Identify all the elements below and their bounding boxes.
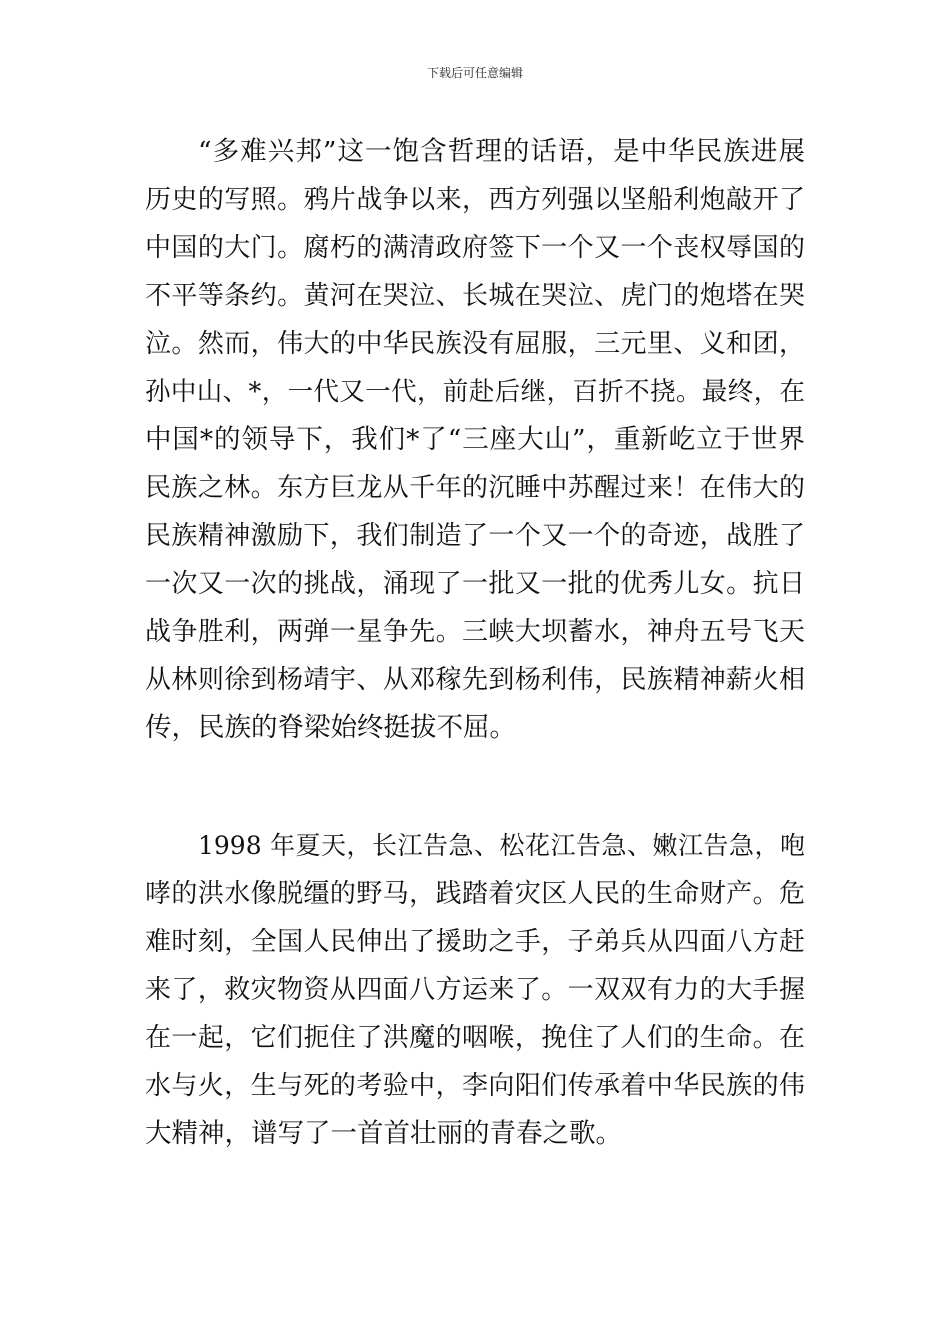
paragraph-line: 民族之林。东方巨龙从千年的沉睡中苏醒过来！在伟大的 [145, 473, 805, 503]
header-note: 下载后可任意编辑 [426, 66, 523, 80]
paragraph-line: 来了，救灾物资从四面八方运来了。一双双有力的大手握 [145, 975, 805, 1005]
paragraph-line: “多难兴邦”这一饱含哲理的话语，是中华民族进展 [198, 136, 805, 167]
paragraph-line: 水与火，生与死的考验中，李向阳们传承着中华民族的伟 [145, 1071, 805, 1101]
paragraph-line: 泣。然而，伟大的中华民族没有屈服，三元里、义和团， [145, 329, 805, 359]
paragraph-line: 在一起，它们扼住了洪魔的咽喉，挽住了人们的生命。在 [145, 1023, 805, 1053]
paragraph-line: 民族精神激励下，我们制造了一个又一个的奇迹，战胜了 [145, 521, 805, 551]
paragraph-line: 1998 年夏天，长江告急、松花江告急、嫩江告急，咆 [198, 831, 805, 860]
paragraph-line: 哮的洪水像脱缰的野马，践踏着灾区人民的生命财产。危 [145, 879, 805, 909]
paragraph-line: 传，民族的脊梁始终挺拔不屈。 [145, 712, 516, 743]
paragraph-line: 不平等条约。黄河在哭泣、长城在哭泣、虎门的炮塔在哭 [145, 281, 805, 311]
paragraph-line: 从林则徐到杨靖宇、从邓稼先到杨利伟，民族精神薪火相 [145, 665, 805, 695]
paragraph-line: 战争胜利，两弹一星争先。三峡大坝蓄水，神舟五号飞天 [145, 617, 805, 647]
paragraph-line: 大精神，谱写了一首首壮丽的青春之歌。 [145, 1118, 622, 1149]
paragraph-line: 难时刻，全国人民伸出了援助之手，子弟兵从四面八方赶 [145, 927, 805, 957]
paragraph-line: 一次又一次的挑战，涌现了一批又一批的优秀儿女。抗日 [145, 569, 805, 599]
paragraph-line: 中国的大门。腐朽的满清政府签下一个又一个丧权辱国的 [145, 233, 805, 263]
paragraph-line: 孙中山、*，一代又一代，前赴后继，百折不挠。最终，在 [145, 377, 805, 407]
paragraph-line: 中国*的领导下，我们*了“三座大山”，重新屹立于世界 [145, 424, 805, 455]
paragraph-line: 历史的写照。鸦片战争以来，西方列强以坚船利炮敲开了 [145, 185, 805, 215]
